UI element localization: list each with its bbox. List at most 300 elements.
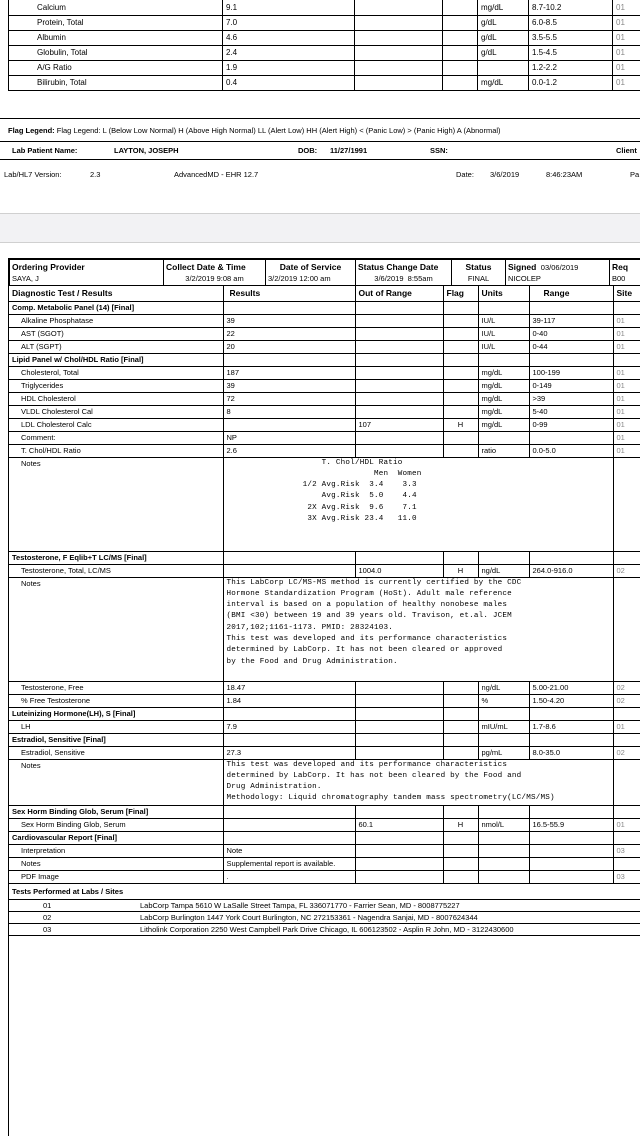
lab-report-page <box>8 258 640 1136</box>
test-out-of-range <box>355 444 443 457</box>
test-out-of-range <box>355 366 443 379</box>
test-site: 01 <box>613 392 640 405</box>
test-name: Cholesterol, Total <box>9 366 223 379</box>
section-header-row <box>9 805 640 818</box>
site-address: Litholink Corporation 2250 West Campbell Park Drive Chicago, IL 606123502 - Asplin R John, MD - 3122430600 <box>137 924 640 936</box>
result-row <box>9 431 640 444</box>
req-label: Req <box>612 261 629 272</box>
section-header-row <box>9 301 640 314</box>
empty-cell <box>355 353 443 366</box>
result-row <box>9 30 640 45</box>
test-out-of-range <box>355 694 443 707</box>
empty-cell <box>223 805 355 818</box>
empty-cell <box>478 707 529 720</box>
test-site: 01 <box>613 45 640 60</box>
result-row <box>9 870 640 883</box>
empty-cell <box>355 733 443 746</box>
test-unit: pg/mL <box>478 746 529 759</box>
section-title: Cardiovascular Report [Final] <box>9 831 223 844</box>
test-out-of-range <box>355 327 443 340</box>
test-range: 39-117 <box>529 314 613 327</box>
notes-label: Notes <box>9 577 223 681</box>
test-site: 02 <box>613 681 640 694</box>
site-address: LabCorp Tampa 5610 W LaSalle Street Tampa, FL 336071770 - Farrier Sean, MD - 8008775227 <box>137 900 640 912</box>
empty-cell <box>478 301 529 314</box>
test-result: 187 <box>223 366 355 379</box>
test-flag <box>443 340 478 353</box>
test-unit: mg/dL <box>478 418 529 431</box>
test-site: 02 <box>613 746 640 759</box>
test-flag <box>443 392 478 405</box>
test-unit: % <box>478 694 529 707</box>
test-name: Triglycerides <box>9 379 223 392</box>
test-unit <box>478 844 529 857</box>
test-result: 20 <box>223 340 355 353</box>
test-range <box>529 431 613 444</box>
test-flag: H <box>443 818 478 831</box>
empty-cell <box>443 353 478 366</box>
test-name: AST (SGOT) <box>9 327 223 340</box>
test-name: HDL Cholesterol <box>9 392 223 405</box>
test-flag: H <box>443 564 478 577</box>
test-range: 16.5-55.9 <box>529 818 613 831</box>
test-name: Alkaline Phosphatase <box>9 314 223 327</box>
test-flag <box>443 405 478 418</box>
test-flag <box>443 379 478 392</box>
empty-cell <box>613 759 640 805</box>
test-flag <box>443 30 478 45</box>
test-unit: g/dL <box>478 15 529 30</box>
test-unit: IU/L <box>478 314 529 327</box>
test-name: Testosterone, Total, LC/MS <box>9 564 223 577</box>
test-out-of-range <box>355 60 443 75</box>
hl7-version-label: Lab/HL7 Version: <box>4 170 62 179</box>
signed-by: NICOLEP <box>508 273 541 283</box>
result-row <box>9 366 640 379</box>
test-unit <box>478 431 529 444</box>
test-result: 22 <box>223 327 355 340</box>
test-name: T. Chol/HDL Ratio <box>9 444 223 457</box>
test-site: 01 <box>613 444 640 457</box>
test-name: % Free Testosterone <box>9 694 223 707</box>
test-range: 0-149 <box>529 379 613 392</box>
empty-cell <box>443 301 478 314</box>
hl7-version: 2.3 <box>90 170 101 179</box>
service-date: 3/2/2019 <box>268 273 298 283</box>
test-result: 72 <box>223 392 355 405</box>
status-change-cell <box>356 260 452 286</box>
test-flag <box>443 314 478 327</box>
test-out-of-range <box>355 314 443 327</box>
test-flag <box>443 681 478 694</box>
flag-legend <box>0 118 640 142</box>
test-result <box>223 418 355 431</box>
sites-table <box>9 884 640 937</box>
section-header-row <box>9 551 640 564</box>
dob-label: DOB: <box>298 146 318 155</box>
site-code: 01 <box>9 900 137 912</box>
order-header <box>9 259 640 286</box>
result-row <box>9 45 640 60</box>
result-row <box>9 720 640 733</box>
notes-label: Notes <box>9 759 223 805</box>
empty-cell <box>529 353 613 366</box>
test-range: 100-199 <box>529 366 613 379</box>
test-name: Testosterone, Free <box>9 681 223 694</box>
test-range <box>529 870 613 883</box>
status-label: Status <box>465 261 492 272</box>
signed-cell <box>506 260 610 286</box>
test-flag <box>443 75 478 90</box>
test-out-of-range <box>355 340 443 353</box>
test-unit: nmol/L <box>478 818 529 831</box>
result-row <box>9 75 640 90</box>
test-unit: IU/L <box>478 340 529 353</box>
test-out-of-range <box>355 15 443 30</box>
test-out-of-range <box>355 681 443 694</box>
empty-cell <box>355 831 443 844</box>
result-row <box>9 15 640 30</box>
test-result <box>223 818 355 831</box>
column-header-row <box>9 286 640 301</box>
status-cell <box>452 260 506 286</box>
test-name: VLDL Cholesterol Cal <box>9 405 223 418</box>
test-site <box>613 857 640 870</box>
test-unit: mg/dL <box>478 0 529 15</box>
empty-cell <box>613 707 640 720</box>
client-label: Client <box>616 146 637 155</box>
test-name: Sex Horm Binding Glob, Serum <box>9 818 223 831</box>
test-out-of-range <box>355 431 443 444</box>
section-header-row <box>9 733 640 746</box>
result-row <box>9 327 640 340</box>
test-flag <box>443 857 478 870</box>
empty-cell <box>613 301 640 314</box>
col-flag: Flag <box>443 286 478 301</box>
test-site: 01 <box>613 0 640 15</box>
test-site: 01 <box>613 340 640 353</box>
empty-cell <box>529 733 613 746</box>
test-result: . <box>223 870 355 883</box>
empty-cell <box>443 707 478 720</box>
notes-text: This LabCorp LC/MS-MS method is currently certified by the CDC Hormone Standardization Program (HoSt). Adult male reference interval is based on a population of healthy nonobese males (BMI <30) between 19 and 39 years old. Travison, et.al. JCEM 2017,102;1161-1173. PMID: 28324103. This test was developed and its performance characteristics determined by LabCorp. It has not been cleared or approved by the Food and Drug Administration. <box>223 577 613 681</box>
test-result: 27.3 <box>223 746 355 759</box>
test-flag: H <box>443 418 478 431</box>
test-range: 1.2-2.2 <box>529 60 613 75</box>
test-name: Comment: <box>9 431 223 444</box>
flag-legend-label: Flag Legend: <box>8 126 55 135</box>
test-site: 01 <box>613 431 640 444</box>
empty-cell <box>613 353 640 366</box>
test-site: 01 <box>613 75 640 90</box>
test-name: Estradiol, Sensitive <box>9 746 223 759</box>
empty-cell <box>613 805 640 818</box>
empty-cell <box>443 551 478 564</box>
test-name: Calcium <box>9 0 223 15</box>
result-row <box>9 314 640 327</box>
result-row <box>9 746 640 759</box>
test-site: 01 <box>613 60 640 75</box>
empty-cell <box>613 457 640 551</box>
empty-cell <box>223 831 355 844</box>
ordering-provider-label: Ordering Provider <box>12 261 85 272</box>
test-out-of-range <box>355 75 443 90</box>
test-unit <box>478 60 529 75</box>
test-name: LDL Cholesterol Calc <box>9 418 223 431</box>
test-result: 2.6 <box>223 444 355 457</box>
section-title: Testosterone, F Eqlib+T LC/MS [Final] <box>9 551 223 564</box>
test-flag <box>443 45 478 60</box>
test-result: 7.0 <box>223 15 355 30</box>
test-out-of-range: 1004.0 <box>355 564 443 577</box>
notes-row <box>9 457 640 551</box>
test-unit: mg/dL <box>478 366 529 379</box>
service-date-label: Date of Service <box>279 261 342 272</box>
empty-cell <box>613 577 640 681</box>
test-unit: mg/dL <box>478 392 529 405</box>
ordering-provider-cell <box>10 260 164 286</box>
test-out-of-range <box>355 870 443 883</box>
test-unit: mg/dL <box>478 75 529 90</box>
test-flag <box>443 844 478 857</box>
empty-cell <box>478 831 529 844</box>
test-range: 1.7-8.6 <box>529 720 613 733</box>
test-name: Interpretation <box>9 844 223 857</box>
test-range: 8.0-35.0 <box>529 746 613 759</box>
patient-name: LAYTON, JOSEPH <box>114 146 179 155</box>
site-row <box>9 924 640 936</box>
empty-cell <box>223 707 355 720</box>
test-range: 0-99 <box>529 418 613 431</box>
section-header-row <box>9 707 640 720</box>
empty-cell <box>478 805 529 818</box>
test-result: 1.84 <box>223 694 355 707</box>
site-address: LabCorp Burlington 1447 York Court Burlington, NC 272153361 - Nagendra Sanjai, MD - 8007624344 <box>137 912 640 924</box>
test-range <box>529 857 613 870</box>
test-range: 0.0-1.2 <box>529 75 613 90</box>
test-site: 01 <box>613 15 640 30</box>
test-flag <box>443 366 478 379</box>
test-site: 02 <box>613 694 640 707</box>
test-out-of-range <box>355 45 443 60</box>
result-row <box>9 392 640 405</box>
test-site: 02 <box>613 564 640 577</box>
notes-text: T. Chol/HDL Ratio Men Women 1/2 Avg.Risk 3.4 3.3 Avg.Risk 5.0 4.4 2X Avg.Risk 9.6 7.1 3X Avg.Risk 23.4 11.0 <box>223 457 613 551</box>
status-change-date: 3/6/2019 <box>374 273 404 283</box>
test-name: Notes <box>9 857 223 870</box>
test-unit: ng/dL <box>478 681 529 694</box>
test-result: 4.6 <box>223 30 355 45</box>
section-title: Comp. Metabolic Panel (14) [Final] <box>9 301 223 314</box>
signed-label: Signed <box>508 261 537 272</box>
notes-label: Notes <box>9 457 223 551</box>
test-result: 18.47 <box>223 681 355 694</box>
test-unit: mg/dL <box>478 379 529 392</box>
empty-cell <box>355 551 443 564</box>
site-row <box>9 912 640 924</box>
status-value: FINAL <box>467 273 490 283</box>
test-unit: ng/dL <box>478 564 529 577</box>
patient-name-label: Lab Patient Name: <box>12 146 78 155</box>
test-range: 1.50-4.20 <box>529 694 613 707</box>
collect-date-cell <box>164 260 266 286</box>
test-out-of-range <box>355 0 443 15</box>
empty-cell <box>529 707 613 720</box>
test-site: 01 <box>613 720 640 733</box>
dob-value: 11/27/1991 <box>330 146 368 155</box>
empty-cell <box>529 301 613 314</box>
test-name: PDF Image <box>9 870 223 883</box>
previous-page-results-table <box>8 0 640 91</box>
result-row <box>9 60 640 75</box>
test-range: 0-40 <box>529 327 613 340</box>
test-site: 01 <box>613 327 640 340</box>
notes-row <box>9 577 640 681</box>
test-range: 5.00-21.00 <box>529 681 613 694</box>
col-site: Site <box>613 286 640 301</box>
empty-cell <box>223 353 355 366</box>
test-unit: mIU/mL <box>478 720 529 733</box>
result-row <box>9 681 640 694</box>
empty-cell <box>223 551 355 564</box>
section-title: Estradiol, Sensitive [Final] <box>9 733 223 746</box>
result-row <box>9 340 640 353</box>
test-unit: ratio <box>478 444 529 457</box>
test-range: 8.7-10.2 <box>529 0 613 15</box>
test-result: 2.4 <box>223 45 355 60</box>
test-name: Bilirubin, Total <box>9 75 223 90</box>
test-site: 01 <box>613 366 640 379</box>
test-out-of-range <box>355 857 443 870</box>
result-row <box>9 694 640 707</box>
collect-date: 3/2/2019 <box>185 273 215 283</box>
result-row <box>9 818 640 831</box>
test-name: Protein, Total <box>9 15 223 30</box>
col-range: Range <box>529 286 613 301</box>
test-result: 39 <box>223 314 355 327</box>
col-units: Units <box>478 286 529 301</box>
col-test: Diagnostic Test / Results <box>9 286 223 301</box>
col-out-of-range: Out of Range <box>355 286 443 301</box>
empty-cell <box>613 831 640 844</box>
status-change-label: Status Change Date <box>358 261 439 272</box>
test-site: 01 <box>613 418 640 431</box>
service-date-cell <box>266 260 356 286</box>
test-unit <box>478 857 529 870</box>
test-result: 1.9 <box>223 60 355 75</box>
page-break-divider <box>0 213 640 243</box>
test-out-of-range: 60.1 <box>355 818 443 831</box>
test-site: 03 <box>613 844 640 857</box>
test-out-of-range <box>355 844 443 857</box>
test-range <box>529 844 613 857</box>
test-range: 3.5-5.5 <box>529 30 613 45</box>
test-result: Note <box>223 844 355 857</box>
result-row <box>9 564 640 577</box>
empty-cell <box>355 805 443 818</box>
test-result: 9.1 <box>223 0 355 15</box>
test-flag <box>443 444 478 457</box>
test-range: 0-44 <box>529 340 613 353</box>
empty-cell <box>223 301 355 314</box>
empty-cell <box>443 831 478 844</box>
site-code: 02 <box>9 912 137 924</box>
empty-cell <box>478 353 529 366</box>
page-footer <box>0 166 640 184</box>
test-flag <box>443 15 478 30</box>
test-flag <box>443 694 478 707</box>
section-title: Luteinizing Hormone(LH), S [Final] <box>9 707 223 720</box>
collect-date-label: Collect Date & Time <box>166 261 246 272</box>
empty-cell <box>355 301 443 314</box>
test-flag <box>443 870 478 883</box>
section-header-row <box>9 353 640 366</box>
test-range: 6.0-8.5 <box>529 15 613 30</box>
empty-cell <box>443 805 478 818</box>
test-out-of-range <box>355 392 443 405</box>
test-out-of-range <box>355 30 443 45</box>
req-value: B00 <box>612 273 626 283</box>
empty-cell <box>478 551 529 564</box>
empty-cell <box>613 733 640 746</box>
test-name: Globulin, Total <box>9 45 223 60</box>
notes-row <box>9 759 640 805</box>
empty-cell <box>223 733 355 746</box>
test-range: >39 <box>529 392 613 405</box>
ssn-label: SSN: <box>430 146 448 155</box>
test-name: LH <box>9 720 223 733</box>
test-site: 01 <box>613 405 640 418</box>
sites-title: Tests Performed at Labs / Sites <box>9 884 640 900</box>
test-site: 01 <box>613 30 640 45</box>
ehr-version: AdvancedMD - EHR 12.7 <box>174 170 259 179</box>
test-out-of-range <box>355 746 443 759</box>
site-row <box>9 900 640 912</box>
test-unit <box>478 870 529 883</box>
test-name: A/G Ratio <box>9 60 223 75</box>
test-result <box>223 564 355 577</box>
empty-cell <box>355 707 443 720</box>
test-site: 01 <box>613 379 640 392</box>
result-row <box>9 857 640 870</box>
empty-cell <box>443 733 478 746</box>
patient-bar <box>0 142 640 160</box>
signed-date: 03/06/2019 <box>540 262 579 272</box>
test-flag <box>443 0 478 15</box>
test-unit: IU/L <box>478 327 529 340</box>
service-time: 12:00 am <box>299 273 331 283</box>
test-flag <box>443 746 478 759</box>
test-site: 01 <box>613 314 640 327</box>
print-date-label: Date: <box>456 170 474 179</box>
results-table <box>9 286 640 884</box>
print-time: 8:46:23AM <box>546 170 583 179</box>
test-site: 01 <box>613 818 640 831</box>
test-flag <box>443 327 478 340</box>
empty-cell <box>529 805 613 818</box>
result-row <box>9 444 640 457</box>
test-unit: g/dL <box>478 30 529 45</box>
empty-cell <box>529 831 613 844</box>
test-range: 264.0-916.0 <box>529 564 613 577</box>
page-label: Pa <box>630 170 640 179</box>
test-range: 0.0-5.0 <box>529 444 613 457</box>
test-result: NP <box>223 431 355 444</box>
section-title: Sex Horm Binding Glob, Serum [Final] <box>9 805 223 818</box>
test-out-of-range <box>355 720 443 733</box>
test-out-of-range <box>355 379 443 392</box>
ordering-provider: SAYA, J <box>12 273 39 283</box>
